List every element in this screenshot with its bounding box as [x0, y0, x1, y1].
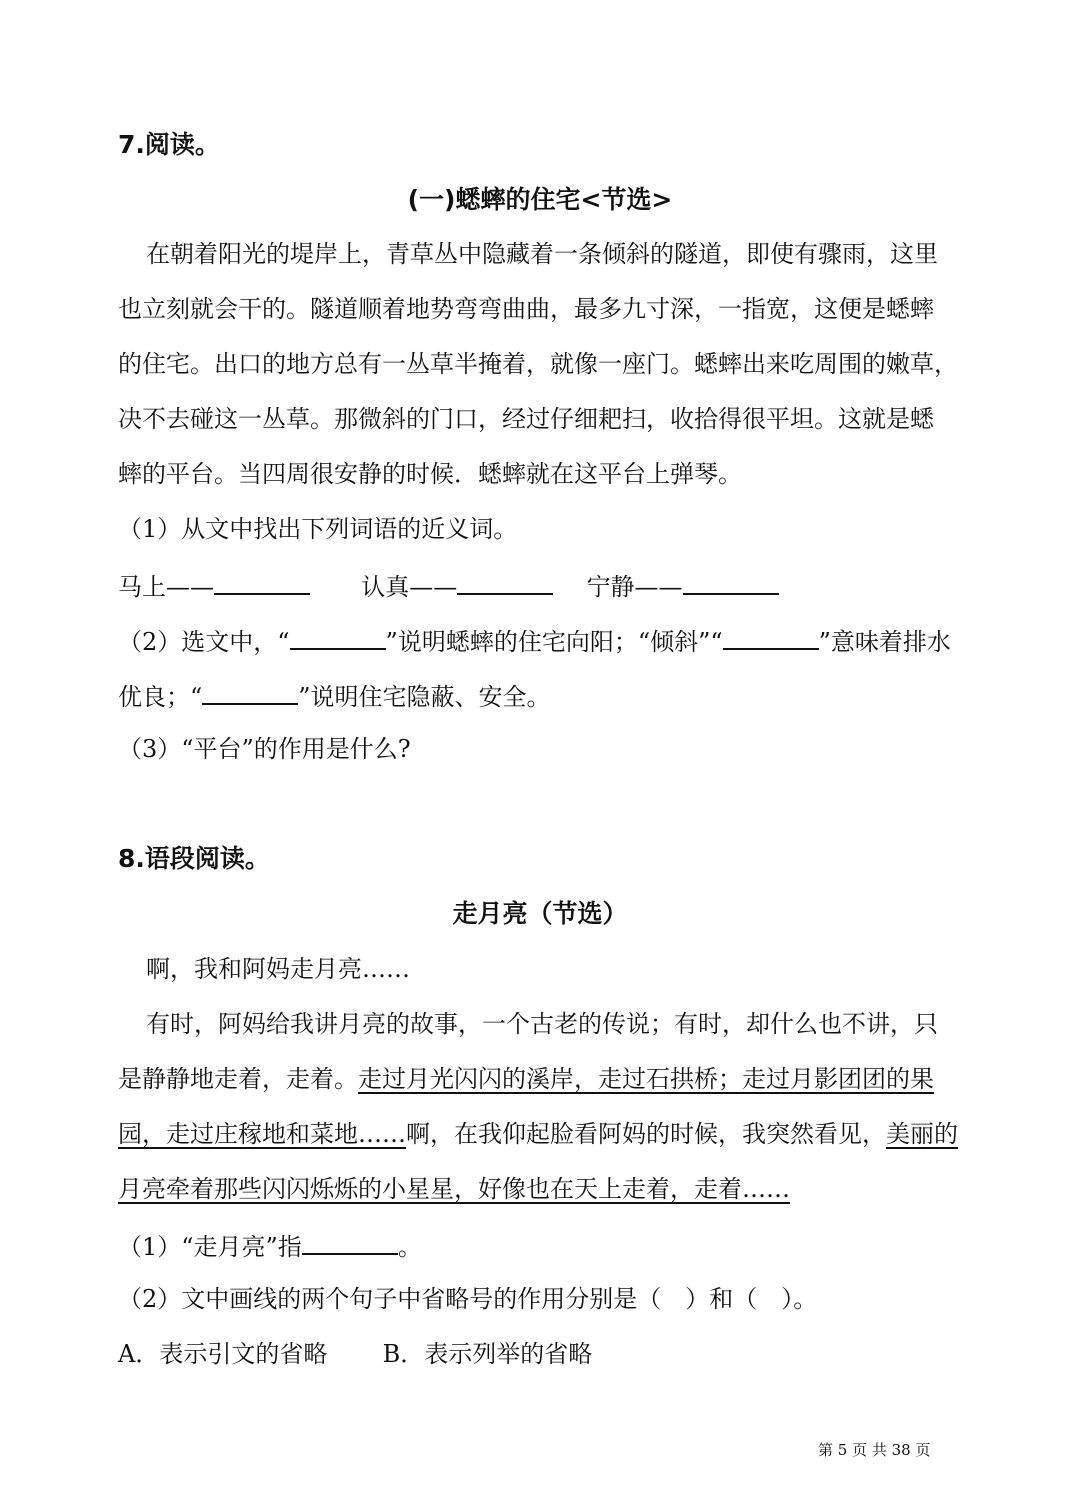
q8-sub-question-2: （2）文中画线的两个句子中省略号的作用分别是（ ）和（ ）。 — [118, 1285, 818, 1313]
q7-sub-question-2 — [118, 622, 968, 659]
underlined-sentence-2: 美丽的 — [886, 1120, 958, 1148]
option-b: B．表示列举的省略 — [382, 1340, 593, 1368]
q7-sub2-blank-1[interactable] — [290, 622, 386, 650]
question-8-heading: 8.语段阅读。 — [118, 844, 270, 873]
synonym-answer-blank[interactable] — [457, 567, 553, 595]
q7-sub-question-1: （1）从文中找出下列词语的近义词。 — [118, 515, 518, 543]
option-a: A．表示引文的省略 — [118, 1340, 328, 1368]
synonym-word: 马上—— — [118, 573, 214, 601]
passage-1-line: 也立刻就会干的。隧道顺着地势弯弯曲曲，最多九寸深，一指宽，这便是蟋蟀 — [118, 295, 934, 323]
q7-sub2-text: ”说明住宅隐蔽、安全。 — [298, 683, 551, 711]
passage-2-title: 走月亮（节选） — [452, 899, 628, 928]
q8-sub1-text: 。 — [397, 1233, 422, 1261]
passage-2-line — [118, 1117, 968, 1151]
underlined-sentence-1: 园，走过庄稼地和菜地…… — [118, 1120, 406, 1148]
q8-sub-question-1 — [118, 1227, 968, 1264]
question-7-heading: 7.阅读。 — [118, 130, 220, 159]
passage-1-line: 在朝着阳光的堤岸上，青草丛中隐藏着一条倾斜的隧道，即使有骤雨，这里 — [146, 240, 938, 268]
q7-sub2-text: ”意味着排水 — [818, 628, 951, 656]
passage-2-line — [118, 1172, 968, 1206]
passage-2-text: 是静静地走着，走着。 — [118, 1065, 358, 1093]
underlined-sentence-2: 月亮牵着那些闪闪烁烁的小星星，好像也在天上走着，走着…… — [118, 1175, 790, 1203]
synonym-word: 宁静—— — [586, 573, 683, 601]
q7-sub2-text: 优良；“ — [118, 683, 203, 711]
passage-1-line: 蟀的平台。当四周很安静的时候．蟋蟀就在这平台上弹琴。 — [118, 460, 742, 488]
q8-sub1-blank[interactable] — [302, 1227, 398, 1255]
q7-sub2-text: （2）选文中，“ — [118, 628, 290, 656]
underlined-sentence-1: 走过月光闪闪的溪岸，走过石拱桥；走过月影团团的果 — [358, 1065, 934, 1093]
q8-options — [118, 1337, 968, 1371]
synonym-answer-blank[interactable] — [214, 567, 310, 595]
synonym-answer-blank[interactable] — [683, 567, 779, 595]
passage-2-line — [118, 1062, 968, 1096]
q8-sub1-text: （1）“走月亮”指 — [118, 1233, 302, 1261]
passage-2-line: 有时，阿妈给我讲月亮的故事，一个古老的传说；有时，却什么也不讲，只 — [146, 1010, 938, 1038]
synonym-word: 认真—— — [361, 573, 458, 601]
passage-1-line: 的住宅。出口的地方总有一丛草半掩着，就像一座门。蟋蟀出来吃周围的嫩草， — [118, 350, 958, 378]
passage-2-text: 啊，在我仰起脸看阿妈的时候，我突然看见， — [406, 1120, 886, 1148]
q7-sub2-blank-3[interactable] — [202, 677, 298, 705]
q7-sub2-text: ”说明蟋蟀的住宅向阳；“倾斜”“ — [385, 628, 723, 656]
page-number: 第 5 页 共 38 页 — [818, 1441, 931, 1459]
q7-sub2-blank-2[interactable] — [723, 622, 819, 650]
passage-1-title: (一)蟋蟀的住宅<节选> — [407, 185, 673, 214]
q7-sub-question-3: （3）“平台”的作用是什么? — [118, 735, 411, 763]
synonym-row — [118, 567, 968, 604]
q7-sub-question-2-cont — [118, 677, 968, 714]
passage-1-line: 决不去碰这一丛草。那微斜的门口，经过仔细耙扫，收拾得很平坦。这就是蟋 — [118, 405, 934, 433]
passage-2-paragraph-1: 啊，我和阿妈走月亮…… — [146, 955, 410, 983]
